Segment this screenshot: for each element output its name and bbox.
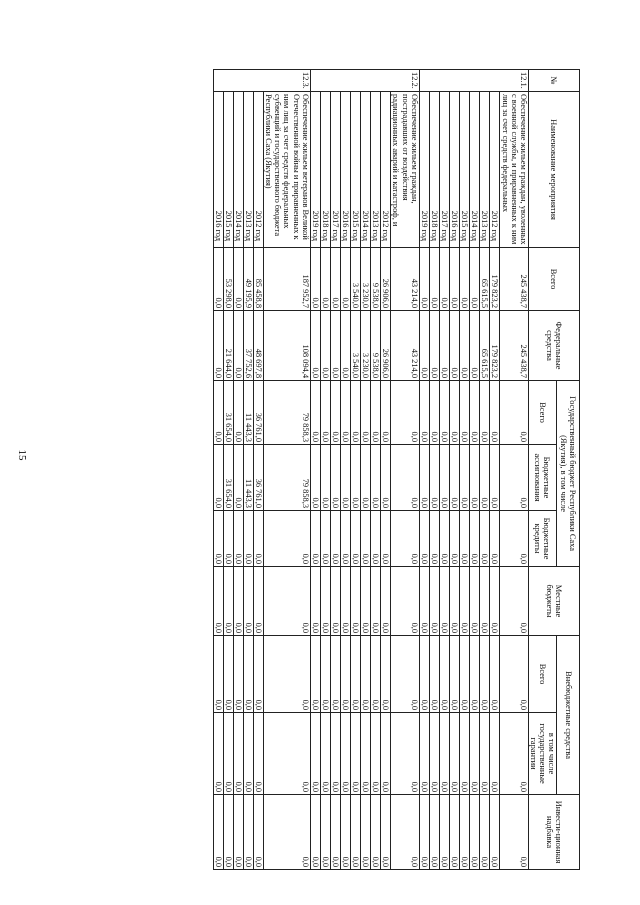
value-cell: 0,0: [213, 311, 223, 381]
value-cell: 3 230,0: [361, 311, 371, 381]
header-state-total: Всего: [528, 381, 556, 445]
year-row: [330, 70, 340, 870]
summary-cell: 0,0: [391, 636, 419, 713]
value-cell: 0,0: [254, 636, 264, 713]
value-cell: 0,0: [213, 567, 223, 636]
value-cell: 0,0: [429, 381, 439, 445]
year-row: [490, 70, 500, 870]
value-cell: 0,0: [460, 311, 470, 381]
summary-cell: 0,0: [391, 795, 419, 870]
summary-cell: 245 438,7: [500, 248, 528, 311]
value-cell: 0,0: [340, 795, 350, 870]
value-cell: 36 761,0: [254, 445, 264, 511]
summary-cell: 108 094,4: [264, 311, 310, 381]
value-cell: 0,0: [340, 381, 350, 445]
rotated-page: [60, 69, 580, 869]
header-state-budget: Государственный бюджет Республики Саха (Якутия), в том числе: [557, 381, 580, 567]
summary-cell: 0,0: [500, 795, 528, 870]
value-cell: 0,0: [351, 511, 361, 567]
section-number: 12.1.: [419, 70, 528, 92]
year-label: 2017 год: [439, 92, 449, 248]
year-label: 2018 год: [320, 92, 330, 248]
value-cell: 0,0: [244, 511, 254, 567]
value-cell: 36 761,0: [254, 381, 264, 445]
value-cell: 0,0: [310, 511, 320, 567]
value-cell: 0,0: [449, 248, 459, 311]
value-cell: 49 195,9: [244, 248, 254, 311]
value-cell: 0,0: [429, 795, 439, 870]
summary-cell: 0,0: [500, 381, 528, 445]
value-cell: 0,0: [439, 311, 449, 381]
value-cell: 26 906,0: [381, 248, 391, 311]
value-cell: 0,0: [223, 567, 233, 636]
value-cell: 0,0: [429, 567, 439, 636]
value-cell: 3 230,0: [361, 248, 371, 311]
value-cell: 0,0: [381, 636, 391, 713]
section-number: 12.2.: [310, 70, 419, 92]
year-label: 2015 год: [223, 92, 233, 248]
summary-cell: 0,0: [264, 713, 310, 795]
value-cell: 0,0: [419, 713, 429, 795]
year-label: 2018 год: [429, 92, 439, 248]
year-label: 2012 год: [490, 92, 500, 248]
value-cell: 0,0: [460, 511, 470, 567]
value-cell: 0,0: [213, 511, 223, 567]
value-cell: 0,0: [480, 381, 490, 445]
summary-cell: 0,0: [264, 636, 310, 713]
summary-cell: 245 438,7: [500, 311, 528, 381]
value-cell: 0,0: [460, 795, 470, 870]
value-cell: 0,0: [233, 713, 243, 795]
value-cell: 0,0: [439, 381, 449, 445]
value-cell: 11 443,3: [244, 445, 254, 511]
value-cell: 0,0: [381, 511, 391, 567]
page-number: 15: [16, 449, 28, 461]
value-cell: 0,0: [490, 445, 500, 511]
value-cell: 0,0: [244, 567, 254, 636]
value-cell: 0,0: [340, 248, 350, 311]
value-cell: 0,0: [233, 445, 243, 511]
value-cell: 48 697,8: [254, 311, 264, 381]
value-cell: 31 654,0: [223, 445, 233, 511]
value-cell: 0,0: [340, 713, 350, 795]
year-label: 2016 год: [213, 92, 223, 248]
value-cell: 0,0: [439, 713, 449, 795]
year-label: 2013 год: [371, 92, 381, 248]
year-row: [460, 70, 470, 870]
value-cell: 0,0: [490, 511, 500, 567]
value-cell: 0,0: [330, 248, 340, 311]
value-cell: 0,0: [233, 311, 243, 381]
summary-cell: 79 858,3: [264, 381, 310, 445]
header-no: №: [528, 70, 579, 92]
value-cell: 0,0: [213, 248, 223, 311]
summary-cell: 79 858,3: [264, 445, 310, 511]
value-cell: 0,0: [310, 381, 320, 445]
value-cell: 0,0: [254, 511, 264, 567]
value-cell: 0,0: [330, 511, 340, 567]
table-header: [528, 70, 579, 870]
section-title: Обеспечение жильем граждан, уволенных с военной службы, и приравненных к ним лиц за счет средств федеральных: [500, 92, 528, 248]
value-cell: 0,0: [244, 795, 254, 870]
value-cell: 85 458,8: [254, 248, 264, 311]
summary-cell: 0,0: [391, 381, 419, 445]
value-cell: 0,0: [419, 636, 429, 713]
year-row: [381, 70, 391, 870]
year-label: 2016 год: [449, 92, 459, 248]
value-cell: 0,0: [340, 511, 350, 567]
value-cell: 0,0: [439, 511, 449, 567]
value-cell: 0,0: [233, 795, 243, 870]
year-label: 2012 год: [381, 92, 391, 248]
value-cell: 0,0: [449, 636, 459, 713]
value-cell: 0,0: [233, 636, 243, 713]
value-cell: 0,0: [490, 713, 500, 795]
value-cell: 0,0: [361, 567, 371, 636]
value-cell: 0,0: [330, 636, 340, 713]
value-cell: 0,0: [310, 636, 320, 713]
section-row: [264, 70, 310, 870]
value-cell: 0,0: [470, 567, 480, 636]
value-cell: 0,0: [330, 381, 340, 445]
value-cell: 0,0: [254, 567, 264, 636]
section-row: [391, 70, 419, 870]
summary-cell: 43 214,0: [391, 311, 419, 381]
value-cell: 0,0: [470, 381, 480, 445]
section-row: [500, 70, 528, 870]
value-cell: 0,0: [351, 381, 361, 445]
year-row: [480, 70, 490, 870]
value-cell: 65 615,5: [480, 311, 490, 381]
value-cell: 0,0: [439, 636, 449, 713]
value-cell: 0,0: [320, 381, 330, 445]
value-cell: 0,0: [330, 445, 340, 511]
header-extra-guarantee: в том числе государственные гарантии: [528, 713, 556, 795]
value-cell: 0,0: [361, 445, 371, 511]
value-cell: 0,0: [381, 381, 391, 445]
value-cell: 0,0: [480, 511, 490, 567]
value-cell: 0,0: [480, 636, 490, 713]
value-cell: 0,0: [310, 248, 320, 311]
year-row: [310, 70, 320, 870]
value-cell: 0,0: [330, 795, 340, 870]
value-cell: 0,0: [480, 567, 490, 636]
value-cell: 0,0: [330, 713, 340, 795]
value-cell: 0,0: [371, 445, 381, 511]
value-cell: 0,0: [310, 567, 320, 636]
value-cell: 9 538,0: [371, 248, 381, 311]
value-cell: 179 823,2: [490, 311, 500, 381]
funding-table: [213, 69, 580, 870]
value-cell: 0,0: [371, 795, 381, 870]
value-cell: 0,0: [449, 567, 459, 636]
value-cell: 0,0: [480, 445, 490, 511]
year-row: [340, 70, 350, 870]
header-total: Всего: [528, 248, 579, 311]
value-cell: 0,0: [449, 795, 459, 870]
value-cell: 53 298,0: [223, 248, 233, 311]
value-cell: 65 615,5: [480, 248, 490, 311]
summary-cell: 0,0: [500, 636, 528, 713]
value-cell: 0,0: [381, 795, 391, 870]
value-cell: 0,0: [320, 567, 330, 636]
value-cell: 0,0: [213, 795, 223, 870]
value-cell: 0,0: [340, 311, 350, 381]
value-cell: 0,0: [371, 511, 381, 567]
value-cell: 0,0: [419, 511, 429, 567]
value-cell: 0,0: [213, 445, 223, 511]
year-row: [233, 70, 243, 870]
value-cell: 21 644,0: [223, 311, 233, 381]
year-label: 2016 год: [340, 92, 350, 248]
value-cell: 0,0: [439, 567, 449, 636]
section-title: Обеспечение жильем граждан, пострадавших от воздействия радиационных аварий и катастроф, и: [391, 92, 419, 248]
value-cell: 0,0: [480, 713, 490, 795]
table-body: [213, 70, 528, 870]
summary-cell: 0,0: [500, 713, 528, 795]
value-cell: 0,0: [233, 248, 243, 311]
value-cell: 0,0: [419, 567, 429, 636]
summary-cell: 43 214,0: [391, 248, 419, 311]
value-cell: 0,0: [213, 713, 223, 795]
summary-cell: 0,0: [500, 445, 528, 511]
value-cell: 0,0: [490, 567, 500, 636]
value-cell: 0,0: [429, 511, 439, 567]
year-label: 2017 год: [330, 92, 340, 248]
year-label: 2015 год: [351, 92, 361, 248]
year-row: [320, 70, 330, 870]
value-cell: 0,0: [223, 795, 233, 870]
value-cell: 0,0: [320, 445, 330, 511]
summary-cell: 0,0: [391, 567, 419, 636]
year-row: [254, 70, 264, 870]
value-cell: 0,0: [419, 795, 429, 870]
year-label: 2014 год: [361, 92, 371, 248]
value-cell: 0,0: [439, 795, 449, 870]
value-cell: 0,0: [361, 636, 371, 713]
value-cell: 0,0: [381, 713, 391, 795]
value-cell: 0,0: [351, 795, 361, 870]
value-cell: 0,0: [381, 445, 391, 511]
value-cell: 0,0: [460, 381, 470, 445]
header-investment: Инвести-ционная надбавка: [528, 795, 579, 870]
value-cell: 0,0: [320, 636, 330, 713]
year-row: [429, 70, 439, 870]
value-cell: 0,0: [340, 567, 350, 636]
value-cell: 0,0: [449, 713, 459, 795]
value-cell: 0,0: [381, 567, 391, 636]
value-cell: 26 906,0: [381, 311, 391, 381]
year-row: [244, 70, 254, 870]
summary-cell: 0,0: [500, 567, 528, 636]
value-cell: 11 443,3: [244, 381, 254, 445]
summary-cell: 0,0: [391, 713, 419, 795]
value-cell: 0,0: [320, 713, 330, 795]
value-cell: 0,0: [340, 636, 350, 713]
value-cell: 0,0: [470, 636, 480, 713]
summary-cell: 0,0: [500, 511, 528, 567]
value-cell: 0,0: [371, 713, 381, 795]
value-cell: 0,0: [310, 445, 320, 511]
value-cell: 0,0: [429, 713, 439, 795]
summary-cell: 0,0: [264, 795, 310, 870]
value-cell: 37 752,6: [244, 311, 254, 381]
value-cell: 0,0: [244, 713, 254, 795]
value-cell: 0,0: [460, 567, 470, 636]
value-cell: 0,0: [460, 248, 470, 311]
value-cell: 0,0: [371, 636, 381, 713]
value-cell: 0,0: [449, 445, 459, 511]
year-label: 2014 год: [470, 92, 480, 248]
value-cell: 0,0: [470, 445, 480, 511]
header-state-assign: Бюджетные ассигнования: [528, 445, 556, 511]
year-label: 2013 год: [480, 92, 490, 248]
value-cell: 0,0: [361, 713, 371, 795]
header-extra-total: Всего: [528, 636, 556, 713]
value-cell: 0,0: [361, 511, 371, 567]
value-cell: 0,0: [439, 445, 449, 511]
value-cell: 0,0: [254, 795, 264, 870]
section-title: Обеспечение жильем ветеранов Великой Отечественной войны и приравненных к ним лиц за счет средств федеральных субвенций и государственного бюджета Республики Саха (Якутия): [264, 92, 310, 248]
value-cell: 0,0: [330, 311, 340, 381]
value-cell: 0,0: [449, 511, 459, 567]
summary-cell: 0,0: [391, 511, 419, 567]
year-label: 2013 год: [244, 92, 254, 248]
value-cell: 0,0: [419, 445, 429, 511]
value-cell: 0,0: [470, 511, 480, 567]
value-cell: 0,0: [429, 311, 439, 381]
value-cell: 3 540,0: [351, 311, 361, 381]
summary-cell: 0,0: [264, 567, 310, 636]
value-cell: 0,0: [490, 795, 500, 870]
value-cell: 0,0: [213, 636, 223, 713]
value-cell: 0,0: [439, 248, 449, 311]
header-state-credit: Бюджетные кредиты: [528, 511, 556, 567]
year-row: [351, 70, 361, 870]
value-cell: 0,0: [351, 445, 361, 511]
value-cell: 0,0: [460, 636, 470, 713]
value-cell: 0,0: [223, 636, 233, 713]
value-cell: 0,0: [490, 381, 500, 445]
value-cell: 0,0: [244, 636, 254, 713]
value-cell: 0,0: [223, 511, 233, 567]
value-cell: 0,0: [351, 636, 361, 713]
value-cell: 0,0: [419, 248, 429, 311]
value-cell: 0,0: [371, 567, 381, 636]
summary-cell: 187 952,7: [264, 248, 310, 311]
year-label: 2015 год: [460, 92, 470, 248]
year-row: [371, 70, 381, 870]
header-federal: Федеральные средства: [528, 311, 579, 381]
header-extra: Внебюджетные средства: [557, 636, 580, 795]
section-number: 12.3.: [213, 70, 310, 92]
value-cell: 0,0: [233, 381, 243, 445]
year-row: [361, 70, 371, 870]
value-cell: 31 654,0: [223, 381, 233, 445]
year-row: [439, 70, 449, 870]
value-cell: 0,0: [351, 713, 361, 795]
value-cell: 0,0: [254, 713, 264, 795]
year-row: [470, 70, 480, 870]
value-cell: 0,0: [470, 248, 480, 311]
value-cell: 0,0: [340, 445, 350, 511]
year-row: [223, 70, 233, 870]
value-cell: 0,0: [429, 445, 439, 511]
value-cell: 0,0: [460, 445, 470, 511]
value-cell: 0,0: [470, 795, 480, 870]
value-cell: 0,0: [320, 311, 330, 381]
header-name: Наименование мероприятия: [528, 92, 579, 248]
value-cell: 0,0: [470, 713, 480, 795]
year-row: [213, 70, 223, 870]
summary-cell: 0,0: [264, 511, 310, 567]
value-cell: 0,0: [320, 795, 330, 870]
value-cell: 179 823,2: [490, 248, 500, 311]
value-cell: 0,0: [233, 511, 243, 567]
value-cell: 0,0: [449, 311, 459, 381]
year-row: [419, 70, 429, 870]
year-label: 2012 год: [254, 92, 264, 248]
value-cell: 0,0: [223, 713, 233, 795]
value-cell: 0,0: [480, 795, 490, 870]
value-cell: 0,0: [320, 511, 330, 567]
value-cell: 0,0: [429, 248, 439, 311]
year-label: 2014 год: [233, 92, 243, 248]
value-cell: 0,0: [490, 636, 500, 713]
value-cell: 0,0: [213, 381, 223, 445]
value-cell: 0,0: [419, 381, 429, 445]
value-cell: 0,0: [233, 567, 243, 636]
year-label: 2019 год: [310, 92, 320, 248]
value-cell: 0,0: [351, 567, 361, 636]
value-cell: 0,0: [310, 795, 320, 870]
header-local: Местные бюджеты: [528, 567, 579, 636]
value-cell: 0,0: [361, 795, 371, 870]
year-label: 2019 год: [419, 92, 429, 248]
value-cell: 0,0: [310, 713, 320, 795]
value-cell: 0,0: [310, 311, 320, 381]
value-cell: 0,0: [320, 248, 330, 311]
value-cell: 0,0: [419, 311, 429, 381]
year-row: [449, 70, 459, 870]
value-cell: 3 540,0: [351, 248, 361, 311]
value-cell: 0,0: [429, 636, 439, 713]
value-cell: 9 538,0: [371, 311, 381, 381]
value-cell: 0,0: [371, 381, 381, 445]
value-cell: 0,0: [460, 713, 470, 795]
value-cell: 0,0: [361, 381, 371, 445]
value-cell: 0,0: [449, 381, 459, 445]
summary-cell: 0,0: [391, 445, 419, 511]
value-cell: 0,0: [470, 311, 480, 381]
value-cell: 0,0: [330, 567, 340, 636]
